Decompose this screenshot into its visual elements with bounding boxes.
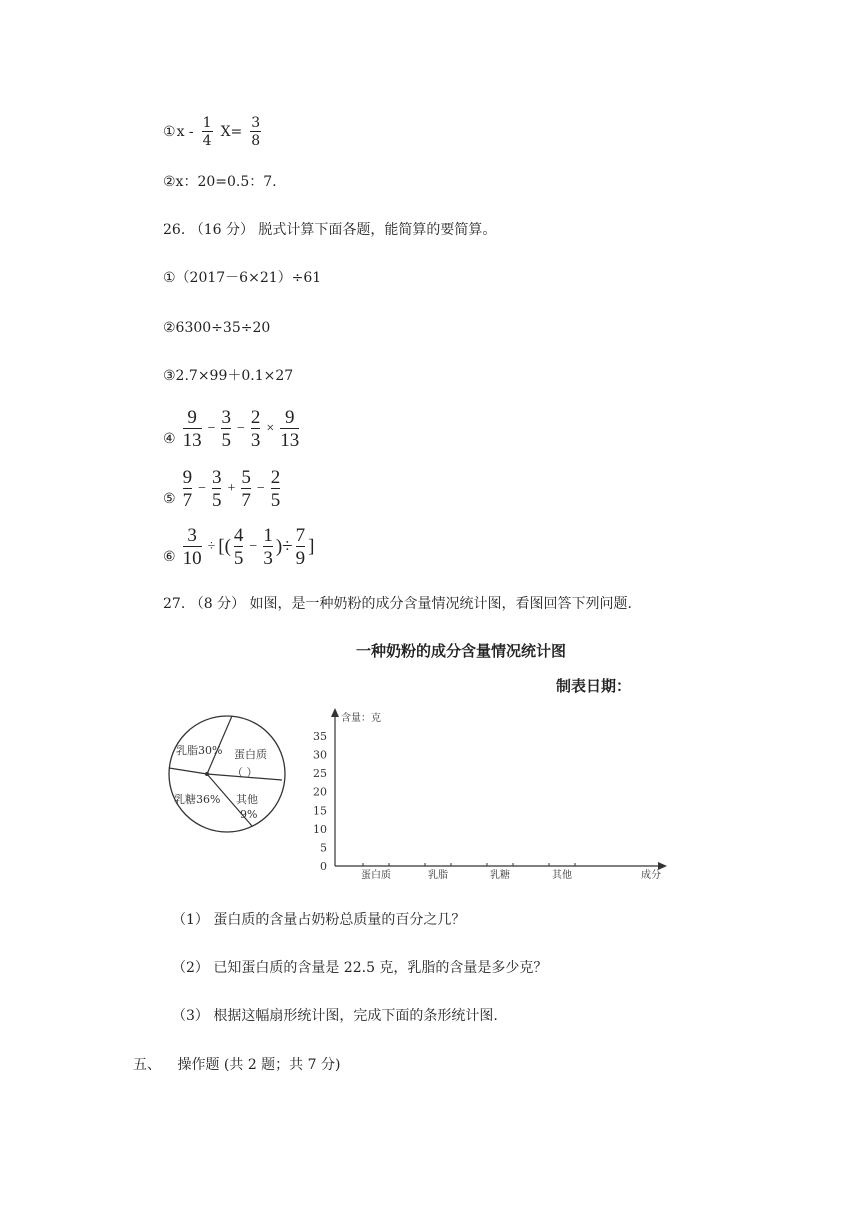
q26-item5: ⑤ $\frac{9}{7}$ − $\frac{3}{5}$ + $\frac{5}{7}$ − $\frac{2}{5}$ xyxy=(163,467,281,511)
pie-value-protein: （ ） xyxy=(232,766,258,779)
q25-item2: ②x：20=0.5：7. xyxy=(163,174,277,190)
x-axis-label: 成分 xyxy=(641,870,661,881)
bar-chart xyxy=(305,704,675,884)
fraction: $\frac{1}{3}$ xyxy=(263,525,273,569)
y-tick-label: 10 xyxy=(313,822,327,836)
y-tick-label: 5 xyxy=(320,841,327,855)
q27-header: 27. （8 分） 如图，是一种奶粉的成分含量情况统计图，看图回答下列问题. xyxy=(163,596,632,612)
section5-heading xyxy=(133,1055,340,1075)
fraction: $\frac{9}{7}$ xyxy=(182,467,193,511)
y-axis-arrow xyxy=(331,708,339,717)
q25-item1-mark: ① xyxy=(163,124,176,140)
fraction: $\frac{9}{13}$ xyxy=(182,407,202,451)
fraction: $\frac{3}{8}$ xyxy=(251,115,261,149)
q27-sub1: （1） 蛋白质的含量占奶粉总质量的百分之几？ xyxy=(172,912,466,928)
pie-label-other: 其他 xyxy=(236,793,258,806)
q26-item6: ⑥ $\frac{3}{10}$ ÷ [( $\frac{4}{5}$ − $\frac{1}{3}$ )÷ $\frac{7}{9}$ ] xyxy=(163,525,315,569)
x-category-label: 乳脂 xyxy=(428,870,448,881)
y-ticks xyxy=(313,730,327,873)
q26-item4-mark: ④ xyxy=(163,432,176,447)
x-category-label: 其他 xyxy=(552,870,572,881)
fraction: $\frac{5}{7}$ xyxy=(241,467,251,511)
q26-item2: ②6300÷35÷20 xyxy=(163,320,271,336)
pie-divider-milkfat-lactose xyxy=(169,768,207,774)
section5-text: 操作题 (共 2 题；共 7 分) xyxy=(177,1057,341,1073)
q26-item4: ④ $\frac{9}{13}$ − $\frac{3}{5}$ − $\frac{2}{3}$ × $\frac{9}{13}$ xyxy=(163,407,300,451)
pie-label-lactose: 乳糖36% xyxy=(174,793,221,806)
y-tick-label: 15 xyxy=(313,804,327,818)
fraction: $\frac{3}{10}$ xyxy=(182,525,202,569)
x-category-label: 蛋白质 xyxy=(361,870,391,881)
date-label: 制表日期： xyxy=(556,677,632,695)
q25-item1 xyxy=(163,116,264,148)
y-tick-label: 0 xyxy=(320,860,327,873)
y-tick-label: 30 xyxy=(313,748,327,762)
fraction: $\frac{2}{3}$ xyxy=(250,407,261,451)
y-tick-label: 35 xyxy=(313,730,327,743)
q26-item6-mark: ⑥ xyxy=(163,550,176,565)
pie-outline xyxy=(169,716,285,832)
q27-sub2: （2） 已知蛋白质的含量是 22.5 克，乳脂的含量是多少克？ xyxy=(172,960,548,976)
x-category-label: 乳糖 xyxy=(490,870,510,881)
fraction: $\frac{9}{13}$ xyxy=(280,407,300,451)
y-tick-label: 20 xyxy=(313,785,327,799)
q27-sub3: （3） 根据这幅扇形统计图，完成下面的条形统计图. xyxy=(172,1008,498,1024)
pie-chart xyxy=(162,708,292,838)
pie-value-other: 9% xyxy=(240,808,258,821)
q26-item1: ①（2017－6×21）÷61 xyxy=(163,270,322,286)
fraction: $\frac{7}{9}$ xyxy=(295,525,306,569)
y-axis-label: 含量：克 xyxy=(341,713,381,724)
y-tick-label: 25 xyxy=(313,767,327,781)
pie-center xyxy=(205,772,209,776)
q25-item1-mid: X= xyxy=(220,124,243,140)
pie-label-protein: 蛋白质 xyxy=(234,748,267,761)
q26-item5-mark: ⑤ xyxy=(163,492,176,507)
fraction: $\frac{2}{5}$ xyxy=(270,467,281,511)
section5-mark: 五、 xyxy=(133,1057,161,1073)
q26-header: 26. （16 分） 脱式计算下面各题，能简算的要简算。 xyxy=(163,222,497,238)
fraction: $\frac{1}{4}$ xyxy=(202,115,212,149)
fraction: $\frac{3}{5}$ xyxy=(211,467,222,511)
q26-item3: ③2.7×99＋0.1×27 xyxy=(163,368,294,384)
fraction: $\frac{3}{5}$ xyxy=(221,407,231,451)
chart-title: 一种奶粉的成分含量情况统计图 xyxy=(356,642,567,660)
q25-item1-lead: x - xyxy=(176,124,194,140)
pie-label-milkfat: 乳脂30% xyxy=(176,744,223,757)
fraction: $\frac{4}{5}$ xyxy=(233,525,244,569)
x-axis-arrow xyxy=(658,862,667,870)
